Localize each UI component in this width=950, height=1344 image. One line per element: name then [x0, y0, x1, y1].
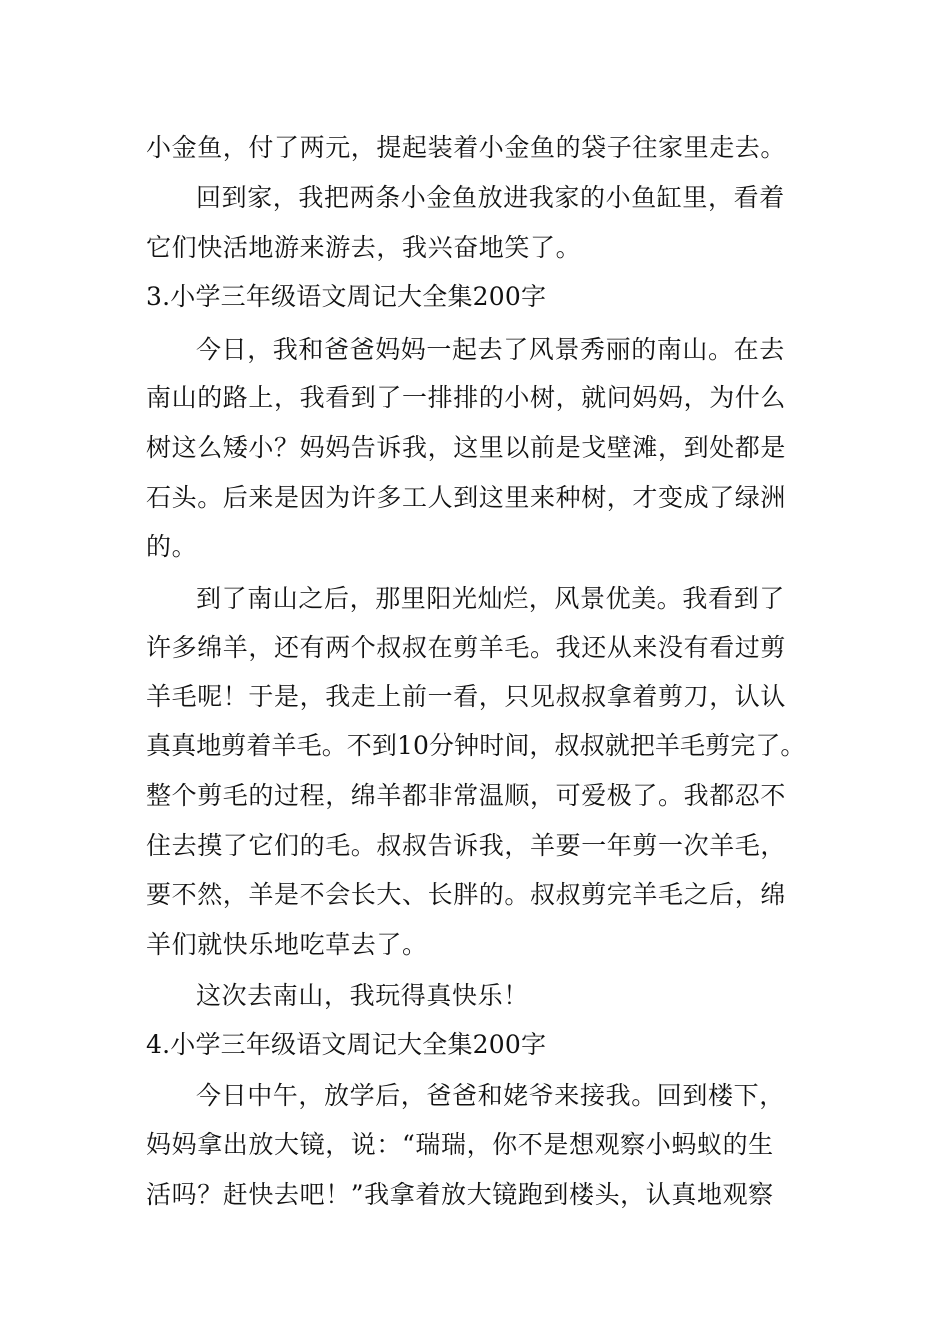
text-line: 要不然，羊是不会长大、长胖的。叔叔剪完羊毛之后，绵 [146, 880, 787, 909]
text-line: 的。 [146, 532, 198, 561]
text-line: 妈妈拿出放大镜，说：“瑞瑞，你不是想观察小蚂蚁的生 [146, 1130, 774, 1159]
paragraph-start-line: 到了南山之后，那里阳光灿烂，风景优美。我看到了 [196, 584, 785, 613]
text-line: 石头。后来是因为许多工人到这里来种树，才变成了绿洲 [146, 483, 787, 512]
text-line: 它们快活地游来游去，我兴奋地笑了。 [146, 233, 582, 262]
text-line: 树这么矮小？妈妈告诉我，这里以前是戈壁滩，到处都是 [146, 433, 787, 462]
section-heading-4: 4.小学三年级语文周记大全集200字 [146, 1030, 547, 1059]
text-line: 羊毛呢！于是，我走上前一看，只见叔叔拿着剪刀，认认 [146, 682, 787, 711]
text-line: 真真地剪着羊毛。不到10分钟时间，叔叔就把羊毛剪完了。 [146, 731, 806, 760]
text-line: 小金鱼，付了两元，提起装着小金鱼的袋子往家里走去。 [146, 133, 787, 162]
text-line: 许多绵羊，还有两个叔叔在剪羊毛。我还从来没有看过剪 [146, 633, 787, 662]
text-line: 南山的路上，我看到了一排排的小树，就问妈妈，为什么 [146, 383, 787, 412]
paragraph-start-line: 今日中午，放学后，爸爸和姥爷来接我。回到楼下， [196, 1081, 785, 1110]
section-heading-3: 3.小学三年级语文周记大全集200字 [146, 282, 547, 311]
text-line: 住去摸了它们的毛。叔叔告诉我，羊要一年剪一次羊毛， [146, 831, 787, 860]
text-line: 活吗？赶快去吧！”我拿着放大镜跑到楼头，认真地观察 [146, 1180, 774, 1209]
paragraph-start-line: 这次去南山，我玩得真快乐！ [196, 981, 529, 1010]
text-line: 整个剪毛的过程，绵羊都非常温顺，可爱极了。我都忍不 [146, 781, 787, 810]
paragraph-start-line: 回到家，我把两条小金鱼放进我家的小鱼缸里，看着 [196, 183, 785, 212]
paragraph-start-line: 今日，我和爸爸妈妈一起去了风景秀丽的南山。在去 [196, 335, 785, 364]
text-line: 羊们就快乐地吃草去了。 [146, 930, 428, 959]
